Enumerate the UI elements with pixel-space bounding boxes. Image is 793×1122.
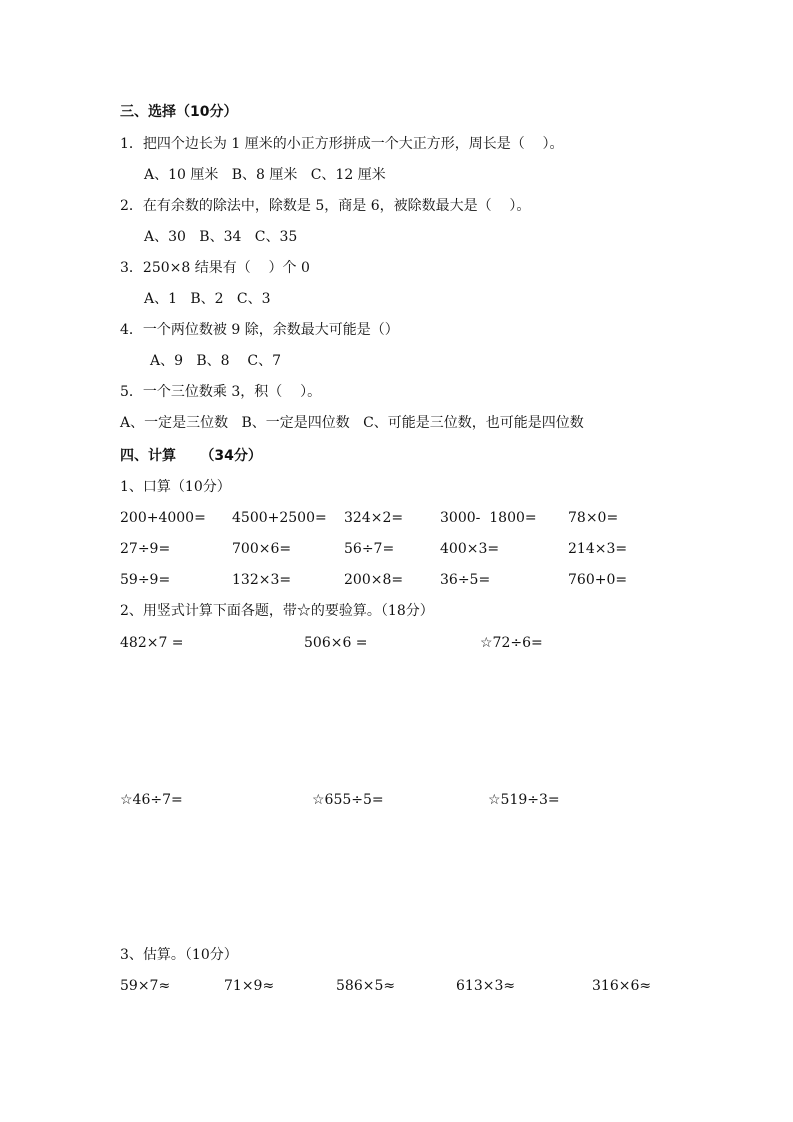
- question-1: 1．把四个边长为 1 厘米的小正方形拼成一个大正方形，周长是（ ）。: [120, 136, 564, 152]
- oral-calc-item: 56÷7=: [344, 541, 395, 557]
- oral-calc-item: 3000- 1800=: [440, 510, 537, 526]
- question-4: 4．一个两位数被 9 除，余数最大可能是（）: [120, 322, 399, 338]
- oral-calc-item: 36÷5=: [440, 572, 491, 588]
- estimate-item: 613×3≈: [456, 978, 516, 994]
- vertical-calc-title: 2、用竖式计算下面各题，带☆的要验算。（18分）: [120, 603, 434, 619]
- vertical-calc-item: ☆46÷7=: [120, 792, 183, 808]
- estimate-item: 586×5≈: [336, 978, 396, 994]
- oral-calc-item: 200×8=: [344, 572, 404, 588]
- oral-calc-item: 59÷9=: [120, 572, 171, 588]
- estimate-title: 3、估算。（10分）: [120, 947, 238, 963]
- oral-calc-item: 214×3=: [568, 541, 628, 557]
- oral-calc-title: 1、口算（10分）: [120, 479, 231, 495]
- estimate-item: 71×9≈: [224, 978, 275, 994]
- question-5: 5．一个三位数乘 3，积（ ）。: [120, 384, 322, 400]
- oral-calc-item: 400×3=: [440, 541, 500, 557]
- vertical-calc-item: ☆519÷3=: [488, 792, 560, 808]
- vertical-calc-item: 506×6 =: [304, 635, 368, 651]
- oral-calc-item: 760+0=: [568, 572, 628, 588]
- oral-calc-item: 200+4000=: [120, 510, 206, 526]
- question-1-options: A、10 厘米 B、8 厘米 C、12 厘米: [144, 167, 386, 183]
- question-2-options: A、30 B、34 C、35: [144, 229, 298, 245]
- question-3: 3．250×8 结果有（ ）个 0: [120, 260, 310, 276]
- section-3-heading: 三、选择（10分）: [120, 104, 238, 120]
- oral-calc-item: 132×3=: [232, 572, 292, 588]
- estimate-item: 316×6≈: [592, 978, 652, 994]
- question-5-options: A、一定是三位数 B、一定是四位数 C、可能是三位数，也可能是四位数: [120, 415, 584, 431]
- vertical-calc-item: 482×7 =: [120, 635, 184, 651]
- question-2: 2．在有余数的除法中，除数是 5，商是 6，被除数最大是（ ）。: [120, 198, 531, 214]
- oral-calc-item: 78×0=: [568, 510, 619, 526]
- section-4-heading: 四、计算 （34分）: [120, 448, 262, 464]
- oral-calc-item: 4500+2500=: [232, 510, 327, 526]
- vertical-calc-item: ☆655÷5=: [312, 792, 384, 808]
- question-4-options: A、9 B、8 C、7: [150, 353, 281, 369]
- vertical-calc-item: ☆72÷6=: [480, 635, 543, 651]
- oral-calc-item: 700×6=: [232, 541, 292, 557]
- estimate-item: 59×7≈: [120, 978, 171, 994]
- oral-calc-item: 324×2=: [344, 510, 404, 526]
- oral-calc-item: 27÷9=: [120, 541, 171, 557]
- question-3-options: A、1 B、2 C、3: [144, 291, 271, 307]
